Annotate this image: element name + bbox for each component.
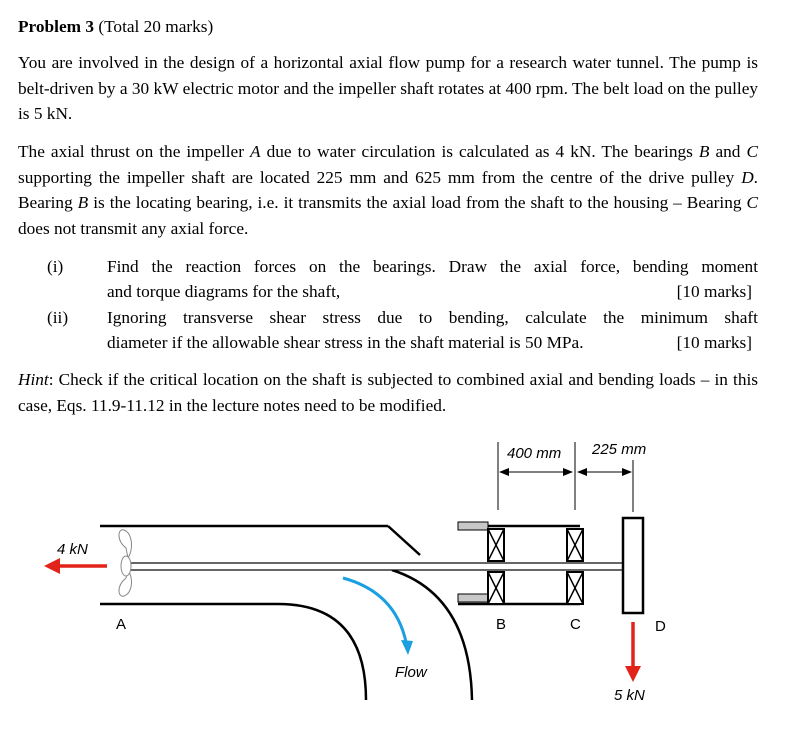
flow-arrow-head: [401, 640, 413, 655]
belt-load-label: 5 kN: [614, 687, 645, 704]
label-c: C: [570, 616, 581, 633]
dim-label-225: 225 mm: [592, 441, 647, 458]
item-2-marks: [10 marks]: [676, 333, 752, 352]
label-b: B: [496, 616, 507, 633]
flow-label: Flow: [395, 664, 427, 681]
shaft: [128, 563, 623, 570]
label-d: D: [655, 618, 666, 635]
item-2-line-2: diameter if the allowable shear stress in the shaft material is 50 MPa.: [107, 333, 584, 352]
paragraph-2: The axial thrust on the impeller A due to water circulation is calculated as 4 kN. The bearings B and C supporting the impeller shaft are located 225 mm and 625 mm from the centre of the drive pulley D. Bearing B is the locating bearing, i.e. it transmits the axial load from the shaft to the housing – Bearing C does not transmit any axial force.: [18, 142, 758, 238]
paragraph-1: You are involved in the design of a horizontal axial flow pump for a research water tunnel. The pump is belt-driven by a 30 kW electric motor and the impeller shaft rotates at 400 rpm. The belt load on the pulley is 5 kN.: [18, 53, 758, 123]
belt-load-arrow-head: [625, 666, 641, 682]
item-1-line-1: Find the reaction forces on the bearings. Draw the axial force, bending moment: [107, 257, 758, 276]
housing-shoulder-top: [458, 522, 488, 530]
item-2-number: (ii): [47, 308, 69, 327]
dim-label-400: 400 mm: [507, 445, 562, 462]
thrust-label: 4 kN: [57, 541, 88, 558]
problem-title: Problem 3 (Total 20 marks): [18, 17, 214, 36]
item-1-number: (i): [47, 257, 64, 276]
label-a: A: [116, 616, 127, 633]
item-1-marks: [10 marks]: [676, 282, 752, 301]
housing-shoulder-bottom: [458, 594, 488, 602]
thrust-arrow-head: [44, 558, 60, 574]
flow-arrow-curve: [343, 578, 406, 642]
item-2-line-1: Ignoring transverse shear stress due to bending, calculate the minimum shaft: [107, 308, 758, 327]
impeller-a: [119, 530, 131, 596]
pipe-bend-top: [388, 526, 420, 555]
pulley-d: [623, 518, 643, 613]
hint: Hint: Check if the critical location on the shaft is subjected to combined axial and bending loads – in this case, Eqs. 11.9-11.12 in the lecture notes need to be modified.: [18, 370, 758, 415]
item-1-line-2: and torque diagrams for the shaft,: [107, 282, 341, 301]
pipe-inner-bend: [278, 604, 366, 700]
